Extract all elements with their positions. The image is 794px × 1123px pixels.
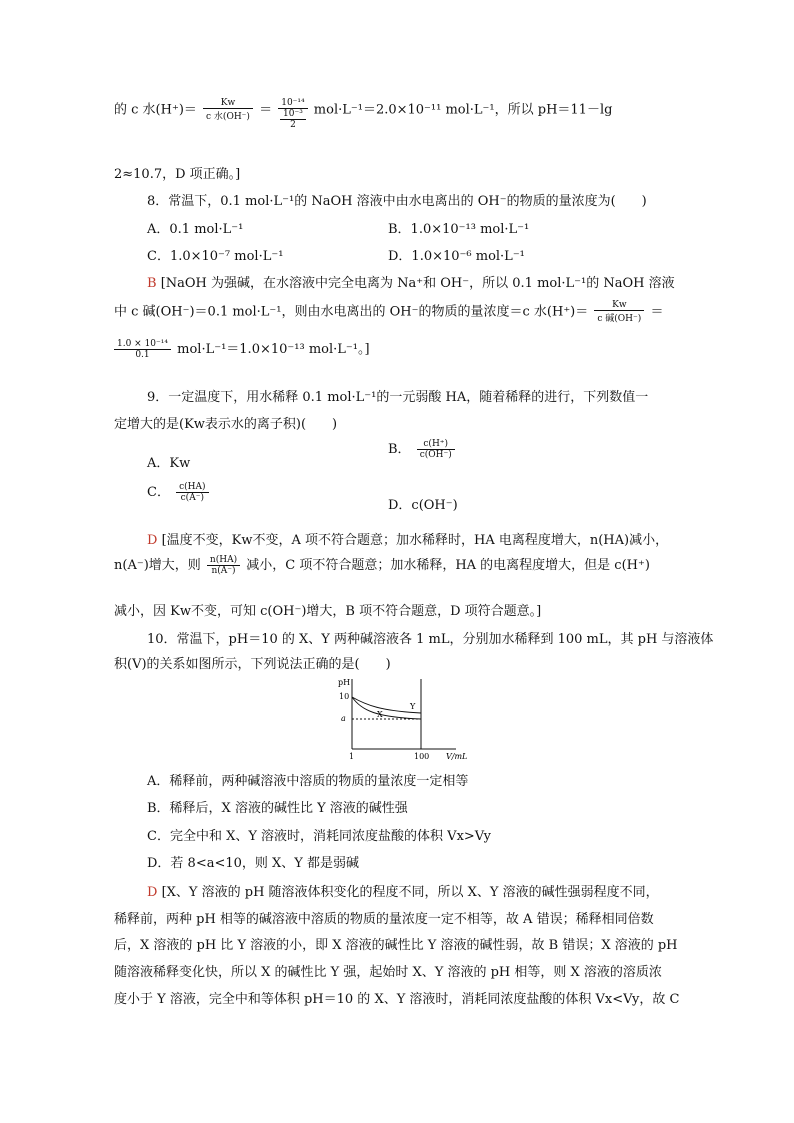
q9-answer: D (147, 533, 158, 548)
q8-explanation-2: 中 c 碱(OH⁻)＝0.1 mol·L⁻¹，则由水电离出的 OH⁻的物质的量浓度＝c 水(H⁺)＝ $\frac{Kw}{\text{c 碱(OH⁻)}}$ ＝ (114, 300, 664, 324)
q8-explanation-1: B [NaOH 为强碱，在水溶液中完全电离为 Na⁺和 OH⁻，所以 0.1 mol·L⁻¹的 NaOH 溶液 (147, 276, 675, 291)
q10-explanation-1: D [X、Y 溶液的 pH 随溶液体积变化的程度不同，所以 X、Y 溶液的碱性强弱程度不同， (147, 885, 659, 900)
q10-option-a: A．稀释前，两种碱溶液中溶质的物质的量浓度一定相等 (147, 774, 469, 789)
y-axis-label: pH (338, 678, 351, 687)
q8-explanation-3: $\frac{\text{1.0 × 10⁻¹⁴}}{0.1}$ mol·L⁻¹＝1.0×10⁻¹³ mol·L⁻¹。] (114, 338, 370, 360)
q9-option-a: A．Kw (147, 456, 191, 471)
q10-answer: D (147, 885, 158, 900)
curve-y-label: Y (410, 702, 416, 711)
top-prefix: 的 c 水(H⁺)＝ (114, 102, 197, 118)
q10-option-d: D．若 8<a<10，则 X、Y 都是弱碱 (147, 856, 360, 871)
top-line2: 2≈10.7，D 项正确。] (114, 167, 241, 182)
q8-option-b: B．1.0×10⁻¹³ mol·L⁻¹ (388, 222, 530, 237)
q8-option-a: A．0.1 mol·L⁻¹ (147, 222, 244, 237)
x-axis-label: V/mL (446, 752, 468, 761)
nested-fraction: $\frac{\text{10⁻¹⁴}}{\frac{\text{10⁻³}}{2}}$ (278, 98, 307, 130)
curve-x-label: X (377, 710, 383, 719)
kw-fraction: $\frac{Kw}{\text{c 水(OH⁻)}}$ (203, 98, 253, 122)
q9-option-c: C． $\frac{c(HA)}{c(A^-)}$ (147, 481, 211, 503)
q8-answer: B (147, 276, 157, 291)
q10-option-b: B．稀释后，X 溶液的碱性比 Y 溶液的碱性强 (147, 801, 408, 816)
q9-option-d: D．c(OH⁻) (388, 498, 458, 513)
q10-option-c: C．完全中和 X、Y 溶液时，消耗同浓度盐酸的体积 Vx>Vy (147, 829, 491, 844)
q9-stem-2: 定增大的是(Kw表示水的离子积)( ) (114, 417, 338, 432)
q9-stem-1: 9．一定温度下，用水稀释 0.1 mol·L⁻¹的一元弱酸 HA，随着稀释的进行，下列数值一 (147, 390, 649, 405)
q10-explanation-3: 后，X 溶液的 pH 比 Y 溶液的小，即 X 溶液的碱性比 Y 溶液的碱性弱，故 B 错误；X 溶液的 pH (114, 938, 678, 953)
q9-explanation-2: n(A⁻)增大，则 $\frac{n(HA)}{n(A^-)}$ 减小，C 项不符合题意；加水稀释，HA 的电离程度增大，但是 c(H⁺) (114, 555, 650, 576)
q10-explanation-2: 稀释前，两种 pH 相等的碱溶液中溶质的物质的量浓度一定不相等，故 A 错误；稀释相同倍数 (114, 912, 654, 927)
q10-stem-2: 积(V)的关系如图所示，下列说法正确的是( ) (114, 657, 391, 672)
q8-option-c: C．1.0×10⁻⁷ mol·L⁻¹ (147, 249, 284, 264)
q9-option-b: B． $\frac{c(H^+)}{c(OH^-)}$ (388, 438, 457, 460)
ph-volume-figure (336, 675, 476, 763)
q10-explanation-5: 度小于 Y 溶液，完全中和等体积 pH＝10 的 X、Y 溶液时，消耗同浓度盐酸的体积 Vx<Vy，故 C (114, 992, 680, 1007)
x-tick-100: 100 (414, 752, 430, 761)
q10-stem-1: 10．常温下，pH＝10 的 X、Y 两种碱溶液各 1 mL，分别加水稀释到 100 mL，其 pH 与溶液体 (147, 632, 714, 647)
q10-explanation-4: 随溶液稀释变化快，所以 X 的碱性比 Y 强，起始时 X、Y 溶液的 pH 相等，则 X 溶液的溶质浓 (114, 965, 662, 980)
q8-stem: 8．常温下，0.1 mol·L⁻¹的 NaOH 溶液中由水电离出的 OH⁻的物质的量浓度为( ) (147, 194, 647, 209)
q9-explanation-1: D [温度不变，Kw不变，A 项不符合题意；加水稀释时，HA 电离程度增大，n(HA)减小， (147, 533, 669, 548)
top-formula-line: 的 c 水(H⁺)＝ $\frac{Kw}{\text{c 水(OH⁻)}}$ ＝ $\frac{\text{10⁻¹⁴}}{\frac{\text{10⁻³}}{2}}$ mol·L⁻¹＝2.0×10⁻¹¹ mol·L⁻¹，所以 pH＝11－lg (114, 98, 613, 130)
top-rest: mol·L⁻¹＝2.0×10⁻¹¹ mol·L⁻¹，所以 pH＝11－lg (313, 102, 613, 118)
a-label: a (341, 714, 346, 723)
q9-explanation-3: 减小，因 Kw不变，可知 c(OH⁻)增大，B 项不符合题意，D 项符合题意。] (114, 604, 542, 619)
y-tick-10: 10 (339, 692, 350, 701)
q8-option-d: D．1.0×10⁻⁶ mol·L⁻¹ (388, 249, 525, 264)
x-tick-1: 1 (349, 752, 355, 761)
